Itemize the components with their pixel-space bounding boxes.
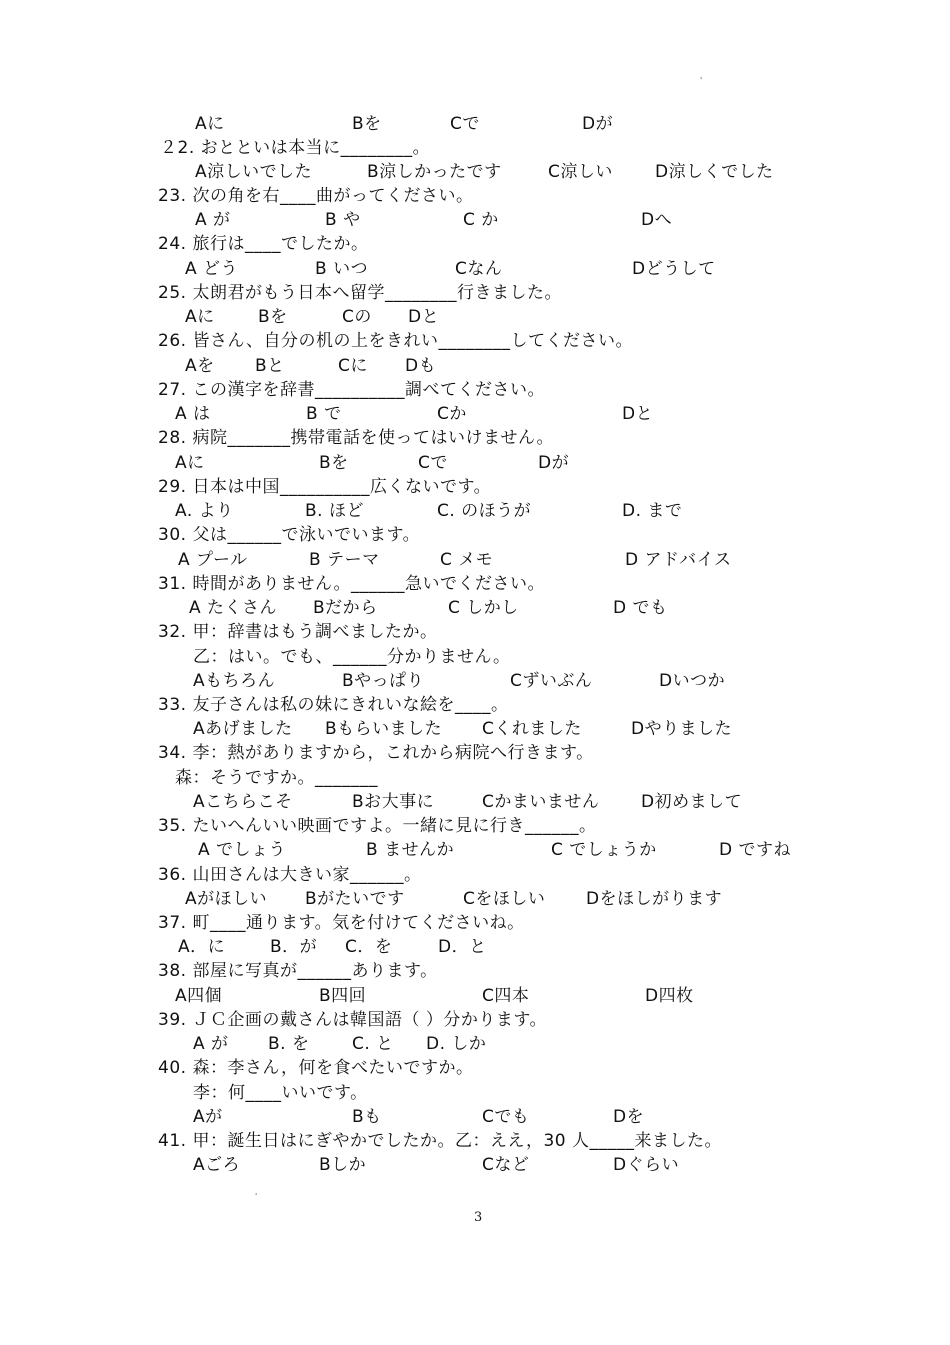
option: D. しか [426,1034,487,1054]
option: Dへ [641,210,673,230]
question-text: 森：そうですか。_______ [175,768,378,788]
option: B ませんか [366,840,455,860]
option: B いつ [315,259,369,279]
scan-mark: ' [255,1192,258,1201]
option: B. を [268,1034,310,1054]
option: Aがほしい [185,889,268,909]
question-text: 39. ＪＣ企画の戴さんは韓国語（ ）分かります。 [158,1010,547,1030]
question-text: 29. 日本は中国__________広くないです。 [158,477,492,497]
option: Dも [405,356,437,376]
option: Cか [437,404,467,424]
option: Aに [185,307,215,327]
option: B四回 [319,986,367,1006]
question-text: 23. 次の角を右____曲がってください。 [158,186,474,206]
option: Dを [613,1107,645,1127]
option: Dやりました [631,719,733,739]
option: Dと [622,404,654,424]
question-text: 26. 皆さん、自分の机の上をきれい________してください。 [158,331,633,351]
option: B テーマ [309,550,380,570]
question-text: 35. たいへんいい映画ですよ。一緒に見に行き______。 [158,816,597,836]
option: Aが [193,1107,223,1127]
option: Bもらいました [325,719,443,739]
question-text: 41. 甲：誕生日はにぎやかでしたか。乙：ええ，30 人_____来ました。 [158,1131,722,1151]
option: A が [195,210,231,230]
option: Aを [185,356,215,376]
option: Cをほしい [463,889,546,909]
option: A が [193,1034,229,1054]
option: C. のほうが [437,501,532,521]
option: Cなど [482,1155,530,1175]
option: Cなん [455,259,503,279]
option: Bを [352,114,382,134]
question-text: 李：何____いいです。 [193,1083,368,1103]
option: C でしょうか [551,840,657,860]
question-text: 36. 山田さんは大きい家______。 [158,865,422,885]
option: C メモ [440,550,494,570]
option: Aもちろん [193,671,276,691]
option: C か [463,210,499,230]
question-text: 25. 太朗君がもう日本へ留学________行きました。 [158,283,562,303]
question-text: 32. 甲：辞書はもう調べましたか。 [158,622,438,642]
option: D四枚 [645,986,694,1006]
option: Bも [352,1107,382,1127]
option: C涼しい [548,162,613,182]
option: Dが [582,114,614,134]
option: Aあげました [193,719,293,739]
question-text: 31. 時間がありません。______急いでください。 [158,574,545,594]
question-text: 37. 町____通ります。気を付けてくださいね。 [158,913,525,933]
option: Cの [342,307,372,327]
option: A．に [178,937,226,957]
option: D アドバイス [625,550,732,570]
option: B で [306,404,342,424]
question-text: 27. この漢字を辞書__________調べてください。 [158,380,545,400]
option: C しかし [448,598,519,618]
option: Dと [408,307,440,327]
question-text: 28. 病院_______携帯電話を使ってはいけません。 [158,428,554,448]
question-text: 33. 友子さんは私の妹にきれいな絵を____。 [158,695,509,715]
option: Bお大事に [352,792,435,812]
option: Dどうして [632,259,716,279]
option: Cくれました [482,719,582,739]
option: A涼しいでした [195,162,313,182]
option: A. より [175,501,234,521]
page-number: 3 [474,1210,483,1225]
option: D．と [438,937,487,957]
option: Bを [258,307,288,327]
question-text: 乙：はい。でも、______分かりません。 [193,647,511,667]
question-text: ２2. おとといは本当に________。 [160,138,431,158]
question-text: 38. 部屋に写真が______あります。 [158,961,438,981]
option: A どう [185,259,239,279]
option: Bだから [313,598,378,618]
option: D涼しくでした [655,162,774,182]
option: Dぐらい [613,1155,680,1175]
option: Dいつか [659,671,726,691]
option: B涼しかったです [367,162,502,182]
option: Dが [538,453,570,473]
option: Bがたいです [305,889,405,909]
question-text: 30. 父は______で泳いでいます。 [158,525,421,545]
option: Cに [338,356,368,376]
option: A プール [178,550,248,570]
option: D初めまして [641,792,743,812]
option: C. と [352,1034,394,1054]
option: D ですね [719,840,791,860]
option: Bしか [319,1155,367,1175]
option: Cで [418,453,448,473]
option: Cずいぶん [510,671,593,691]
option: D でも [613,598,668,618]
option: C四本 [482,986,530,1006]
option: Cかまいません [482,792,600,812]
option: Dをほしがります [586,889,723,909]
question-text: 34. 李：熱がありますから，これから病院へ行きます。 [158,743,594,763]
option: B や [325,210,361,230]
option: D. まで [622,501,683,521]
option: Aごろ [193,1155,241,1175]
option: C．を [345,937,393,957]
option: Bやっぱり [342,671,425,691]
option: A は [175,404,211,424]
scan-mark: ' [700,76,703,85]
option: Cでも [482,1107,530,1127]
option: A でしょう [198,840,287,860]
option: A たくさん [189,598,278,618]
option: A四個 [175,986,223,1006]
option: B．が [270,937,318,957]
option: Bと [255,356,285,376]
option: Cで [450,114,480,134]
question-text: 24. 旅行は____でしたか。 [158,234,369,254]
option: Aこちらこそ [193,792,293,812]
question-text: 40. 森：李さん，何を食べたいですか。 [158,1058,474,1078]
option: Aに [175,453,205,473]
option: Bを [319,453,349,473]
option: B. ほど [305,501,364,521]
option: Aに [195,114,225,134]
